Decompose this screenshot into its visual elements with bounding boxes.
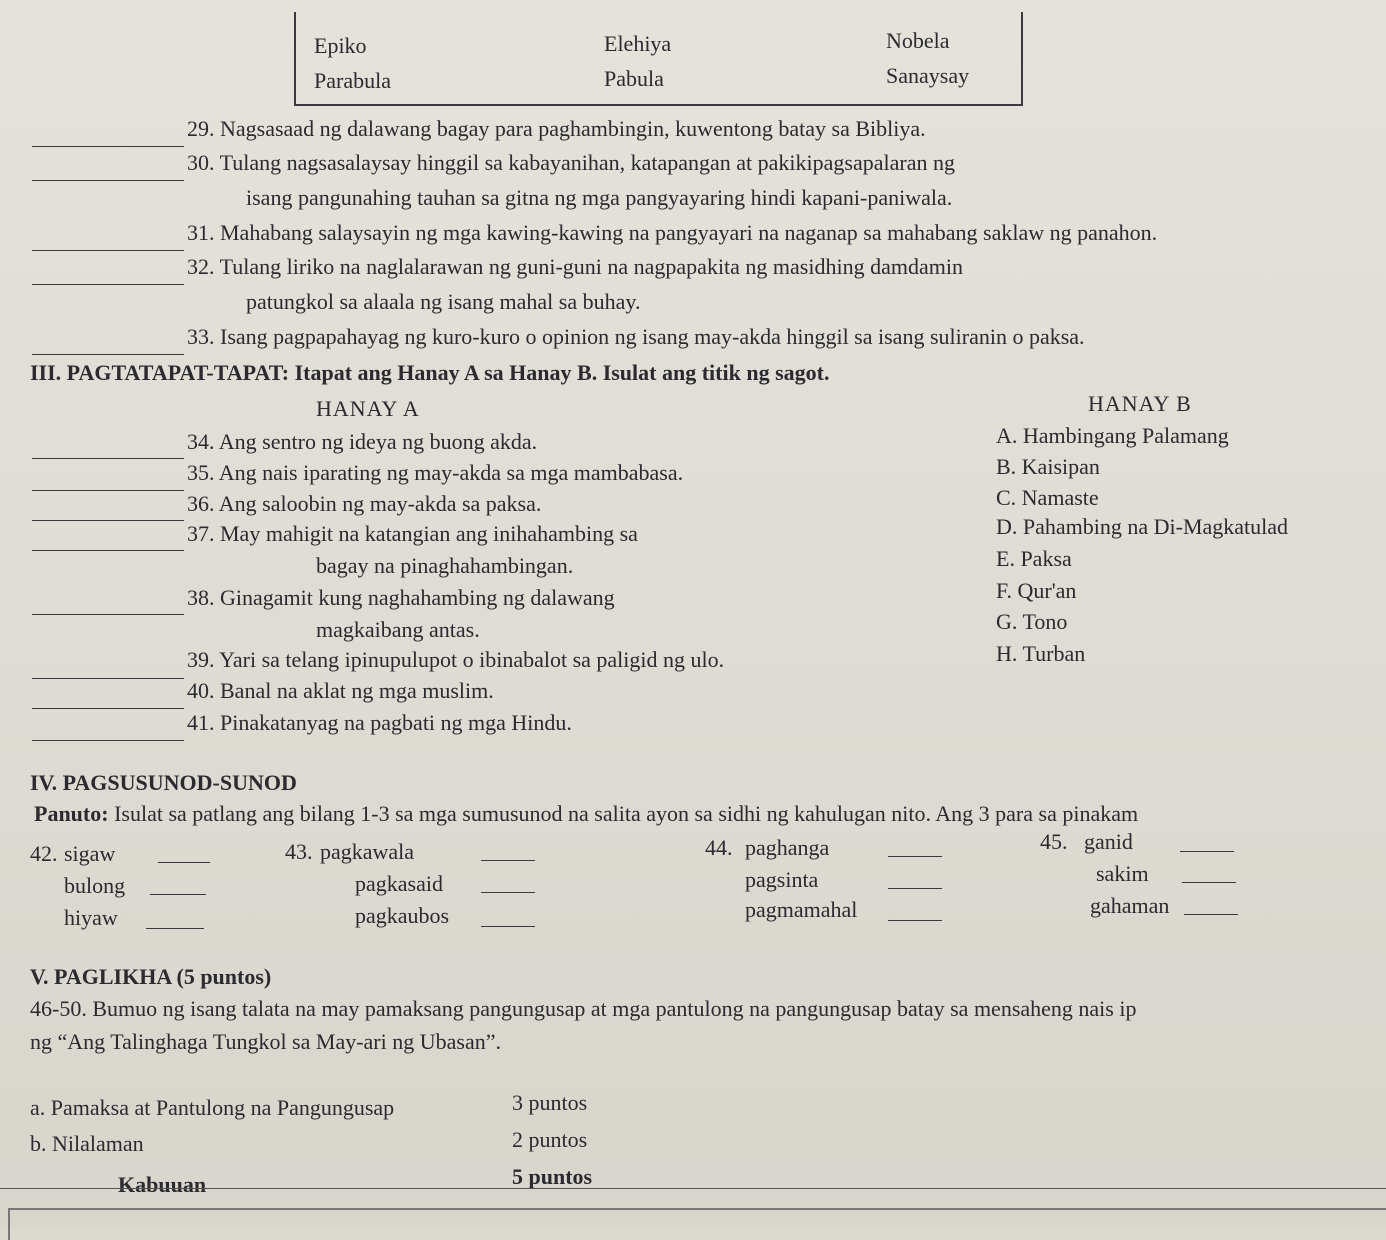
answer-blank-38[interactable] [32,614,184,615]
item-41: 41. Pinakatanyag na pagbati ng mga Hindu. [187,710,572,735]
group-42-word-2: bulong [64,873,126,898]
part4-heading: IV. PAGSUSUNOD-SUNOD [30,770,297,795]
item-38-cont: magkaibang antas. [316,617,480,642]
group-45-word-3: gahaman [1090,893,1170,918]
rank-blank-42-1[interactable] [158,862,210,863]
answer-blank-33[interactable] [32,354,184,355]
group-42-number: 42. [30,841,58,866]
group-42-word-1: sigaw [64,841,116,866]
bottom-divider [0,1188,1386,1189]
answer-blank-30[interactable] [32,180,184,181]
item-39: 39. Yari sa telang ipinupulupot o ibinabalot sa paligid ng ulo. [187,647,725,672]
rank-blank-44-1[interactable] [888,856,942,857]
part5-heading-text: V. PAGLIKHA (5 puntos) [30,964,272,989]
answer-blank-29[interactable] [32,146,184,147]
rank-blank-42-2[interactable] [150,894,206,895]
hanay-b-c: C. Namaste [996,485,1099,510]
answer-blank-35[interactable] [32,490,184,491]
rank-blank-43-3[interactable] [481,926,535,927]
group-44-word-2: pagsinta [745,867,819,892]
choice-elehiya: Elehiya [604,31,672,56]
rank-blank-42-3[interactable] [146,928,204,929]
group-43-number: 43. [285,839,313,864]
hanay-b-f: F. Qur'an [996,578,1077,603]
answer-blank-31[interactable] [32,250,184,251]
item-37-cont: bagay na pinaghahambingan. [316,553,574,578]
rank-blank-43-2[interactable] [481,892,535,893]
item-33: 33. Isang pagpapahayag ng kuro-kuro o opinion ng isang may-akda hinggil sa isang suliranin o paksa. [187,324,1085,349]
panuto-label: Panuto: [34,801,109,826]
group-45-word-1: ganid [1084,829,1133,854]
panuto-line [34,801,1138,827]
item-36: 36. Ang saloobin ng may-akda sa paksa. [187,491,542,516]
rubric-label-a: a. Pamaksa at Pantulong na Pangungusap [30,1095,395,1120]
rubric-points-a: 3 puntos [512,1090,588,1115]
rubric-points-b: 2 puntos [512,1127,588,1152]
group-43-word-2: pagkasaid [355,871,443,896]
rank-blank-45-3[interactable] [1184,914,1238,915]
answer-blank-39[interactable] [32,678,184,679]
part3-heading: III. PAGTATAPAT-TAPAT: Itapat ang Hanay A sa Hanay B. Isulat ang titik ng sagot. [30,360,830,385]
answer-blank-32[interactable] [32,284,184,285]
item-34: 34. Ang sentro ng ideya ng buong akda. [187,429,538,454]
rank-blank-45-1[interactable] [1180,851,1234,852]
answer-blank-41[interactable] [32,740,184,741]
group-42-word-3: hiyaw [64,905,118,930]
item-29: 29. Nagsasaad ng dalawang bagay para paghambingin, kuwentong batay sa Bibliya. [187,116,926,141]
rank-blank-43-1[interactable] [481,860,535,861]
answer-blank-34[interactable] [32,458,184,459]
answer-blank-36[interactable] [32,520,184,521]
group-43-word-1: pagkawala [320,839,415,864]
item-32-cont: patungkol sa alaala ng isang mahal sa buhay. [246,289,641,314]
item-40: 40. Banal na aklat ng mga muslim. [187,678,494,703]
rank-blank-44-3[interactable] [888,920,942,921]
rubric-points-total: 5 puntos [512,1164,593,1189]
hanay-b-g: G. Tono [996,609,1068,634]
item-38: 38. Ginagamit kung naghahambing ng dalawang [187,585,615,610]
choice-nobela: Nobela [886,28,950,53]
choice-pabula: Pabula [604,66,664,91]
group-44-word-1: paghanga [745,835,830,860]
choice-parabula: Parabula [314,68,391,93]
answer-blank-40[interactable] [32,708,184,709]
rubric-label-b: b. Nilalaman [30,1131,144,1156]
hanay-b-title: HANAY B [1088,391,1192,416]
choice-epiko: Epiko [314,33,367,58]
group-45-number: 45. [1040,829,1068,854]
hanay-b-d: D. Pahambing na Di-Magkatulad [996,514,1289,539]
group-45-word-2: sakim [1096,861,1149,886]
part5-instruction-1: 46-50. Bumuo ng isang talata na may pamaksang pangungusap at mga pantulong na pangungusap batay sa mensaheng nais ip [30,996,1137,1021]
group-44-word-3: pagmamahal [745,897,858,922]
item-32: 32. Tulang liriko na naglalarawan ng guni-guni na nagpapakita ng masidhing damdamin [187,254,963,279]
part5-heading [30,964,271,990]
item-30-cont: isang pangunahing tauhan sa gitna ng mga pangyayaring hindi kapani-paniwala. [246,185,953,210]
hanay-b-b: B. Kaisipan [996,454,1100,479]
panuto-text: Isulat sa patlang ang bilang 1-3 sa mga sumusunod na salita ayon sa sidhi ng kahulugan nito. Ang 3 para sa pinakam [114,801,1139,826]
rank-blank-44-2[interactable] [888,888,942,889]
item-35: 35. Ang nais iparating ng may-akda sa mga mambabasa. [187,460,684,485]
answer-blank-37[interactable] [32,550,184,551]
group-43-word-3: pagkaubos [355,903,450,928]
rubric-label-total: Kabuuan [118,1172,207,1197]
item-31: 31. Mahabang salaysayin ng mga kawing-kawing na pangyayari na naganap sa mahabang saklaw ng panahon. [187,220,1158,245]
part5-instruction-2: ng “Ang Talinghaga Tungkol sa May-ari ng Ubasan”. [30,1029,501,1054]
item-30: 30. Tulang nagsasalaysay hinggil sa kabayanihan, katapangan at pakikipagsapalaran ng [187,150,955,175]
hanay-b-e: E. Paksa [996,546,1072,571]
item-37: 37. May mahigit na katangian ang inihahambing sa [187,521,638,546]
choice-sanaysay: Sanaysay [886,63,970,88]
hanay-b-a: A. Hambingang Palamang [996,423,1229,448]
answer-box-edge [8,1208,1386,1240]
group-44-number: 44. [705,835,733,860]
hanay-b-h: H. Turban [996,641,1086,666]
hanay-a-title: HANAY A [316,396,420,421]
rank-blank-45-2[interactable] [1182,882,1236,883]
